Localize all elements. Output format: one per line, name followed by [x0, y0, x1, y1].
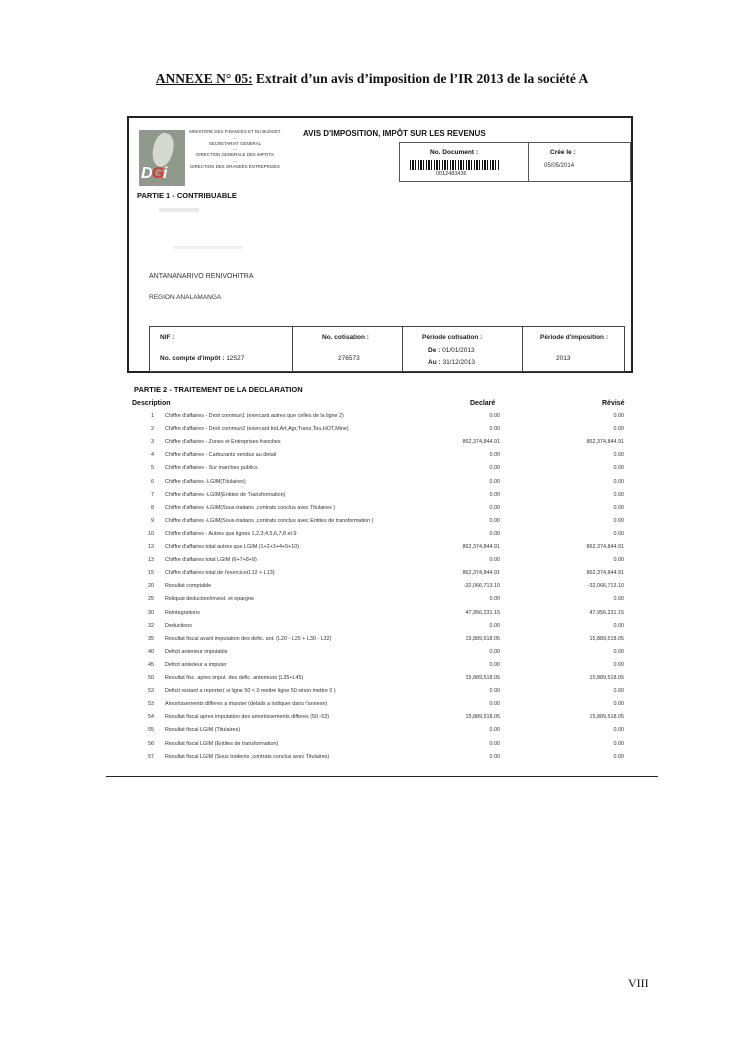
table-row — [122, 596, 638, 608]
row-declare: -32,066,713.10 — [463, 583, 500, 590]
table-row — [122, 583, 638, 595]
annexe-title-text: Extrait d’un avis d’imposition de l’IR 2013 de la société A — [252, 71, 589, 86]
row-num: 55 — [148, 727, 154, 734]
row-desc: Reliquat deduction/invest. et epargne — [165, 596, 255, 603]
row-revise: 0.00 — [613, 504, 624, 511]
row-revise: 0.00 — [613, 648, 624, 655]
row-num: 50 — [148, 675, 154, 681]
divider — [522, 327, 523, 371]
periode-au — [428, 359, 475, 366]
document-info-box — [399, 142, 631, 182]
docbox-divider — [528, 143, 529, 181]
row-declare: 0.00 — [489, 452, 500, 459]
periode-de — [428, 347, 475, 354]
row-desc: Chiffre d'affaires -LGIM(Sous-traitans ,contrats conclus avec Titulaires ) — [165, 504, 336, 511]
row-desc: Resultat fiscal LGIM (Titulaires) — [165, 727, 240, 734]
table-row — [122, 413, 638, 425]
partie1-title: PARTIE 1 - CONTRIBUABLE — [137, 191, 237, 200]
row-num: 10 — [148, 530, 154, 537]
row-revise: 0.00 — [613, 413, 624, 419]
row-desc: Reintegrations — [165, 609, 200, 616]
col-declare: Declaré — [470, 400, 496, 407]
row-num: 1 — [151, 413, 154, 419]
row-revise: 0.00 — [613, 740, 624, 747]
row-declare: 862,374,844.91 — [462, 544, 500, 550]
tax-notice-scan — [122, 112, 638, 766]
page-number: VIII — [628, 976, 649, 990]
row-num: 25 — [148, 596, 154, 603]
row-declare: 0.00 — [489, 530, 500, 537]
table-row — [122, 479, 638, 491]
row-revise: 0.00 — [613, 491, 624, 498]
row-num: 3 — [151, 439, 154, 446]
row-desc: Resultat fiscal apres imputation des amortissements differes (50 -53) — [165, 714, 330, 721]
periode-imposition-value: 2013 — [556, 355, 571, 362]
row-num: 8 — [151, 504, 154, 511]
au-label: Au : — [428, 359, 441, 366]
dgi-logo-text: DGi — [141, 165, 167, 182]
row-declare: 0.00 — [489, 622, 500, 629]
row-revise: 0.00 — [613, 701, 624, 708]
ministry-line: MINISTERE DES FINANCES ET DU BUDGET — [189, 129, 281, 134]
ministry-line: DIRECTION DES GRANDES ENTREPRISES — [190, 163, 280, 169]
row-num: 12 — [148, 544, 154, 550]
row-declare: 0.00 — [489, 753, 500, 760]
row-num: 54 — [148, 714, 154, 721]
annexe-label: ANNEXE N° 05: — [155, 71, 253, 86]
row-num: 56 — [148, 740, 154, 747]
table-row — [122, 426, 638, 438]
row-desc: Deductions — [165, 622, 192, 629]
created-date: 05/05/2014 — [544, 163, 575, 169]
col-revise: Révisé — [602, 400, 625, 407]
row-num: 7 — [151, 491, 154, 498]
row-declare: 862,374,844.91 — [462, 439, 500, 446]
row-declare: 0.00 — [489, 504, 500, 511]
table-row — [122, 741, 638, 753]
row-declare: 0.00 — [489, 478, 500, 485]
row-declare: 0.00 — [489, 727, 500, 734]
row-desc: Resultat comptable — [165, 583, 212, 590]
row-revise: 862,374,844.91 — [586, 544, 624, 550]
document-title: AVIS D'IMPOSITION, IMPÔT SUR LES REVENUS — [303, 129, 486, 138]
row-desc: Chiffre d'affaires -LGIM(Sous-traitans ,contrats conclus avec Entites de transformation ) — [165, 517, 374, 524]
row-declare: 15,889,518.05 — [465, 714, 500, 721]
row-desc: Deficit anterieur imputable — [165, 648, 228, 655]
row-revise: 47,956,231.15 — [589, 609, 624, 616]
col-description: Description — [132, 400, 171, 407]
ministry-block — [187, 128, 283, 171]
row-desc: Deficit anterieur a imputer — [165, 661, 227, 668]
row-desc: Chiffre d'affaires - Autres que lignes 1,2,3,4,5,6,7,8 et 9 — [165, 530, 297, 537]
row-num: 40 — [148, 648, 154, 655]
cotisation-value: 276573 — [338, 355, 360, 362]
row-revise: 0.00 — [613, 452, 624, 459]
divider — [292, 327, 293, 371]
row-declare: 0.00 — [489, 426, 500, 433]
row-revise: 0.00 — [613, 557, 624, 564]
row-revise: 0.00 — [613, 426, 624, 433]
row-num: 32 — [148, 622, 154, 629]
row-desc: Chiffre d'affaires -LGIM(Entites de Transformation) — [165, 491, 286, 498]
table-row — [122, 714, 638, 726]
row-desc: Chiffre d'affaires -LGIM(Titulaires) — [165, 478, 246, 485]
row-desc: Amortissements differes a imputer (details a indiquer dans l'annexe) — [165, 701, 328, 708]
row-revise: 862,374,844.91 — [586, 439, 624, 446]
redacted-name — [159, 208, 199, 212]
ministry-line: SECRETARIAT GENERAL — [208, 140, 262, 146]
notice-header-box — [127, 116, 633, 373]
table-row — [122, 570, 638, 582]
row-num: 2 — [151, 426, 154, 433]
row-declare: 0.00 — [489, 661, 500, 668]
table-row — [122, 452, 638, 464]
row-declare: 0.00 — [489, 688, 500, 695]
row-desc: Chiffre d'affaires - Zones et Entreprises franches — [165, 439, 281, 446]
au-value: 31/12/2013 — [442, 359, 475, 366]
annexe-title — [0, 71, 744, 87]
row-desc: Resultat fisc. apres imput. des defic. anterieurs (L35+L45) — [165, 675, 304, 681]
row-revise: 0.00 — [613, 753, 624, 760]
table-row — [122, 662, 638, 674]
row-revise: 0.00 — [613, 727, 624, 734]
tax-account — [160, 355, 244, 362]
de-value: 01/01/2013 — [442, 347, 475, 354]
row-revise: 0.00 — [613, 530, 624, 537]
table-row — [122, 623, 638, 635]
created-label: Crée le : — [550, 149, 576, 156]
ministry-line: DIRECTION GENERALE DES IMPOTS — [196, 152, 274, 158]
horizontal-rule — [106, 776, 658, 777]
row-revise: 15,889,518.05 — [589, 675, 624, 681]
row-desc: Chiffre d'affaires - Carburants vendus au detail — [165, 452, 277, 459]
table-row — [122, 518, 638, 530]
row-num: 35 — [148, 635, 154, 642]
row-num: 20 — [148, 583, 154, 590]
table-row — [122, 701, 638, 713]
taxpayer-id-box — [149, 326, 625, 372]
row-num: 4 — [151, 452, 154, 459]
row-revise: 15,889,518.05 — [589, 635, 624, 642]
row-num: 6 — [151, 478, 154, 485]
redacted-address — [173, 246, 243, 249]
periode-imposition-label: Période d'imposition : — [540, 334, 608, 341]
table-row — [122, 727, 638, 739]
table-row — [122, 544, 638, 556]
partie2-title: PARTIE 2 - TRAITEMENT DE LA DECLARATION — [134, 385, 303, 394]
row-desc: Resultat fiscal avant imputation des defic. ant. (L20 - L25 + L30 - L32) — [165, 635, 332, 642]
row-revise: 862,374,844.91 — [586, 570, 624, 577]
row-revise: -32,066,713.10 — [587, 583, 624, 590]
row-declare: 0.00 — [489, 740, 500, 747]
row-desc: Resultat fiscal LGIM (Entites de transformation) — [165, 740, 279, 747]
row-desc: Chiffre d'affaires total de l'exercice(L12 + L13) — [165, 570, 275, 577]
table-row — [122, 688, 638, 700]
row-num: 13 — [148, 557, 154, 564]
row-desc: Chiffre d'affaires - Sur marches publics — [165, 465, 258, 472]
row-desc: Chiffre d'affaires - Droit commun2 (exercant Ind,Art,Agr,Trans,Tou,HOT,Mine) — [165, 426, 349, 433]
row-declare: 0.00 — [489, 557, 500, 564]
table-row — [122, 675, 638, 687]
row-declare: 15,889,518.05 — [465, 675, 500, 681]
row-num: 9 — [151, 517, 154, 524]
madagascar-map-icon — [148, 131, 178, 170]
divider — [402, 327, 403, 371]
row-desc: Chiffre d'affaires total LGIM (6+7+8+9) — [165, 557, 257, 564]
table-row — [122, 505, 638, 517]
row-revise: 0.00 — [613, 517, 624, 524]
row-revise: 0.00 — [613, 688, 624, 695]
row-desc: Chiffre d'affaires - Droit commun1 (exercant autres que celles de la ligne 2) — [165, 413, 344, 419]
row-num: 52 — [148, 688, 154, 695]
table-row — [122, 754, 638, 766]
row-num: 5 — [151, 465, 154, 472]
ministry-line: ----- — [232, 158, 238, 163]
row-declare: 0.00 — [489, 465, 500, 472]
address-line2: REGION ANALAMANGA — [149, 294, 222, 301]
doc-number: 0012483436 — [436, 171, 467, 177]
table-row — [122, 557, 638, 569]
dgi-logo — [139, 130, 185, 186]
table-row — [122, 492, 638, 504]
row-declare: 0.00 — [489, 491, 500, 498]
periode-cotisation-label: Période cotisation : — [422, 334, 483, 341]
table-row — [122, 439, 638, 451]
de-label: De : — [428, 347, 441, 354]
row-revise: 15,889,518.05 — [589, 714, 624, 721]
row-num: 57 — [148, 753, 154, 760]
row-num: 15 — [148, 570, 154, 577]
table-row — [122, 636, 638, 648]
row-revise: 0.00 — [613, 661, 624, 668]
row-revise: 0.00 — [613, 622, 624, 629]
row-desc: Resultat fiscal LGIM (Sous traitents ,contrats conclus avec Titulaires) — [165, 753, 330, 760]
row-declare: 15,889,518.05 — [465, 635, 500, 642]
row-revise: 0.00 — [613, 596, 624, 603]
table-row — [122, 649, 638, 661]
row-revise: 0.00 — [613, 478, 624, 485]
cotisation-label: No. cotisation : — [322, 334, 369, 341]
row-declare: 0.00 — [489, 413, 500, 419]
row-declare: 862,374,844.91 — [462, 570, 500, 577]
barcode — [410, 160, 500, 170]
nif-label: NIF : — [160, 334, 175, 341]
address-line1: ANTANANARIVO RENIVOHITRA — [149, 273, 254, 280]
row-declare: 0.00 — [489, 701, 500, 708]
table-row — [122, 610, 638, 622]
row-num: 53 — [148, 701, 154, 708]
row-declare: 0.00 — [489, 517, 500, 524]
row-revise: 0.00 — [613, 465, 624, 472]
row-desc: Chiffre d'affaires total autres que LGIM (1+2+3+4+5+10) — [165, 544, 300, 550]
row-num: 45 — [148, 661, 154, 668]
doc-number-label: No. Document : — [430, 149, 479, 156]
compte-value: 12527 — [226, 355, 245, 362]
table-row — [122, 531, 638, 543]
row-num: 30 — [148, 609, 154, 616]
row-declare: 0.00 — [489, 648, 500, 655]
row-declare: 47,956,231.15 — [465, 609, 500, 616]
row-declare: 0.00 — [489, 596, 500, 603]
row-desc: Deficit restant a reporter( si ligne 50 < 0 mettre ligne 50 sinon mettre 0 ) — [165, 688, 336, 695]
ministry-line: ----- — [232, 135, 238, 140]
ministry-line: ----- — [232, 147, 238, 152]
table-row — [122, 465, 638, 477]
compte-label: No. compte d'impôt : — [160, 355, 225, 362]
